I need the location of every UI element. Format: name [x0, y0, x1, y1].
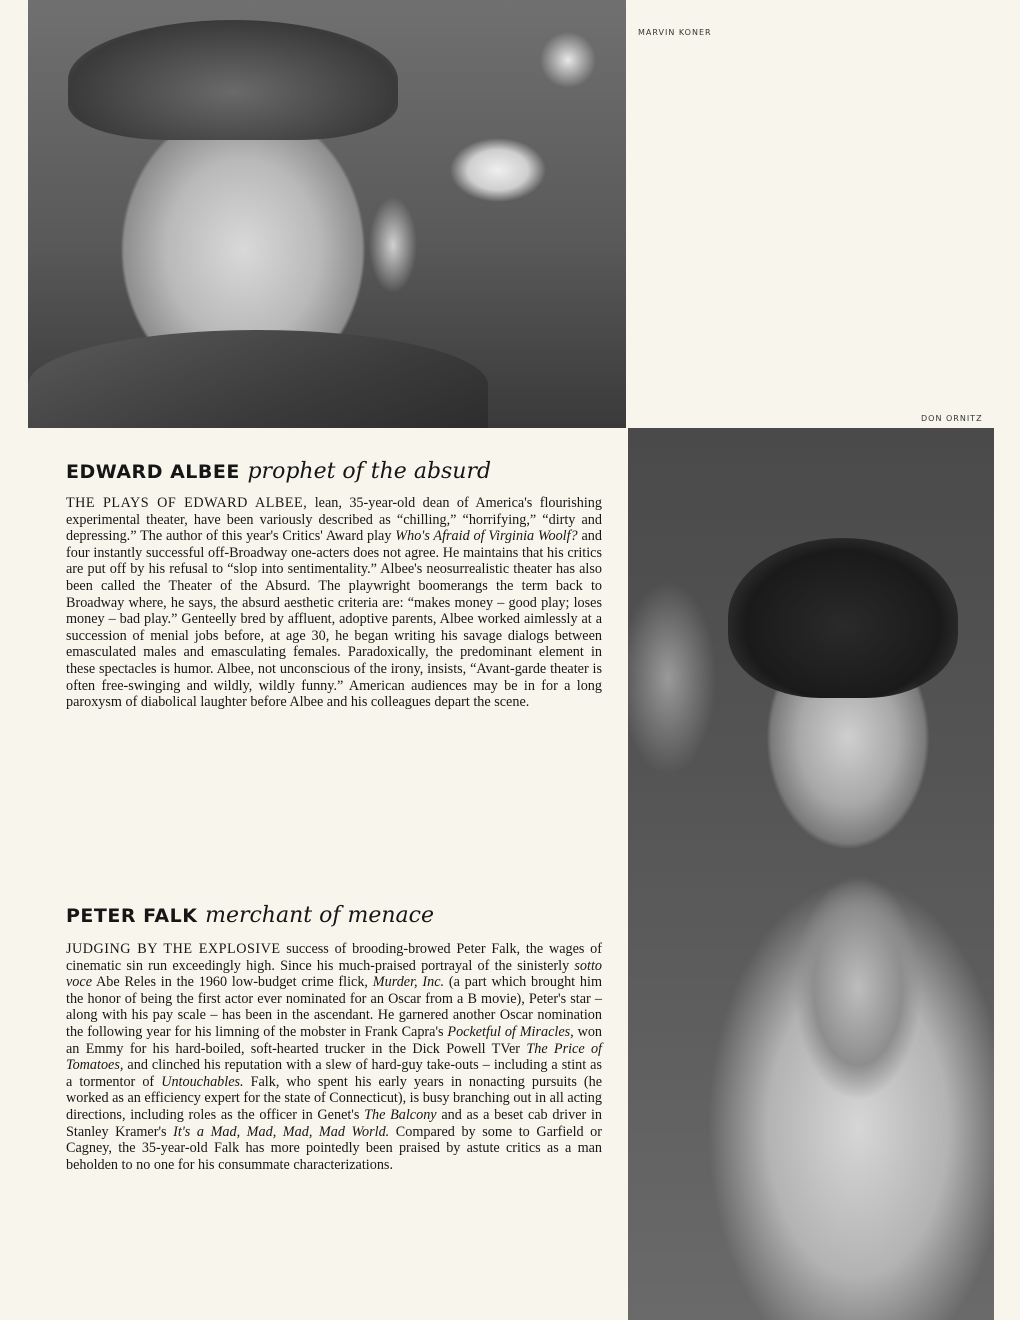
albee-headline [66, 456, 491, 484]
falk-title-7: It's a Mad, Mad, Mad, Mad World. [173, 1123, 390, 1140]
albee-collar-shape [28, 330, 488, 428]
albee-text-1: lean, 35-year-old dean of America's flourishing experimental theater, have been variously described as “chilling,” “horrifying,” “dirty and depressing.” The author of this year's Critics' Award play [66, 495, 602, 545]
photo-credit-right: DON ORNITZ [921, 414, 983, 423]
falk-name: PETER FALK [66, 905, 198, 927]
albee-portrait-photo [28, 0, 626, 428]
photo-credit-top: MARVIN KONER [638, 28, 712, 37]
albee-name: EDWARD ALBEE [66, 461, 240, 483]
falk-title-4: The Price of Tomatoes, [66, 1040, 602, 1074]
falk-text-6: Falk, who spent his early years in nonacting pursuits (he worked as an efficiency expert for the state of Connecticut), is busy branching out in all acting directions, including roles as the officer in Genet's [66, 1073, 603, 1123]
falk-lead-in: JUDGING BY THE EXPLOSIVE [66, 941, 281, 957]
albee-lead-in: THE PLAYS OF EDWARD ALBEE, [66, 495, 308, 511]
albee-subtitle: prophet of the absurd [247, 459, 492, 484]
falk-title-3: Pocketful of Miracles, [447, 1023, 574, 1040]
falk-title-5: Untouchables. [161, 1073, 244, 1090]
falk-portrait-photo [628, 428, 994, 1320]
falk-text-8: Compared by some to Garfield or Cagney, the 35-year-old Falk has more pointedly been praised by astute critics as a man beholden to no one for his consummate characterizations. [66, 1123, 602, 1173]
falk-hair-shape [728, 538, 958, 698]
albee-hair-shape [68, 20, 398, 140]
albee-text-2: and four instantly successful off-Broadway one-acters does not agree. He maintains that his critics are put off by his refusal to “slop into sentimentality.” Albee's neosurrealistic theater has also been called the Theater of the Absurd. The playwright boomerangs the term back to Broadway where, he says, the absurd aesthetic criteria are: “makes money – good play; loses money – bad play.” Genteelly bred by affluent, adoptive parents, Albee worked aimlessly at a succession of menial jobs before, at age 30, he began writing his savage dialogs between emasculated males and emasculating females. Paradoxically, the predominant element in these spectacles is humor. Albee, not unconscious of the irony, insists, “Avant-garde theater is often free-swinging and wildly, wildly funny.” American audiences may be in for a long paroxysm of diabolical laughter before Albee and his colleagues depart the scene. [66, 528, 602, 711]
falk-text-2: Abe Reles in the 1960 low-budget crime flick, [92, 974, 373, 991]
albee-play-title: Who's Afraid of Virginia Woolf? [395, 528, 578, 545]
falk-text-1: success of brooding-browed Peter Falk, the wages of cinematic sin run exceedingly high. Since his much-praised portrayal of the sinisterly [66, 941, 602, 974]
falk-article-body [66, 941, 602, 1173]
albee-article-body [66, 495, 602, 711]
falk-text-5: and clinched his reputation with a slew of hard-guy take-outs – including a stint as a tormentor of [66, 1057, 602, 1090]
falk-text-3: (a part which brought him the honor of being the first actor ever nominated for an Oscar from a B movie), Peter's star – along with his pay scale – has been in the ascendant. He garnered another Oscar nomination the following year for his limning of the mobster in Frank Capra's [66, 974, 602, 1040]
falk-text-7: and as a beset cab driver in Stanley Kramer's [66, 1106, 602, 1140]
falk-title-1: sotto voce [66, 957, 602, 991]
falk-subtitle: merchant of menace [205, 903, 434, 928]
falk-text-4: won an Emmy for his hard-boiled, soft-hearted trucker in the Dick Powell TVer [66, 1023, 603, 1057]
falk-headline [66, 900, 434, 928]
falk-title-2: Murder, Inc. [372, 974, 445, 991]
falk-title-6: The Balcony [364, 1106, 437, 1123]
